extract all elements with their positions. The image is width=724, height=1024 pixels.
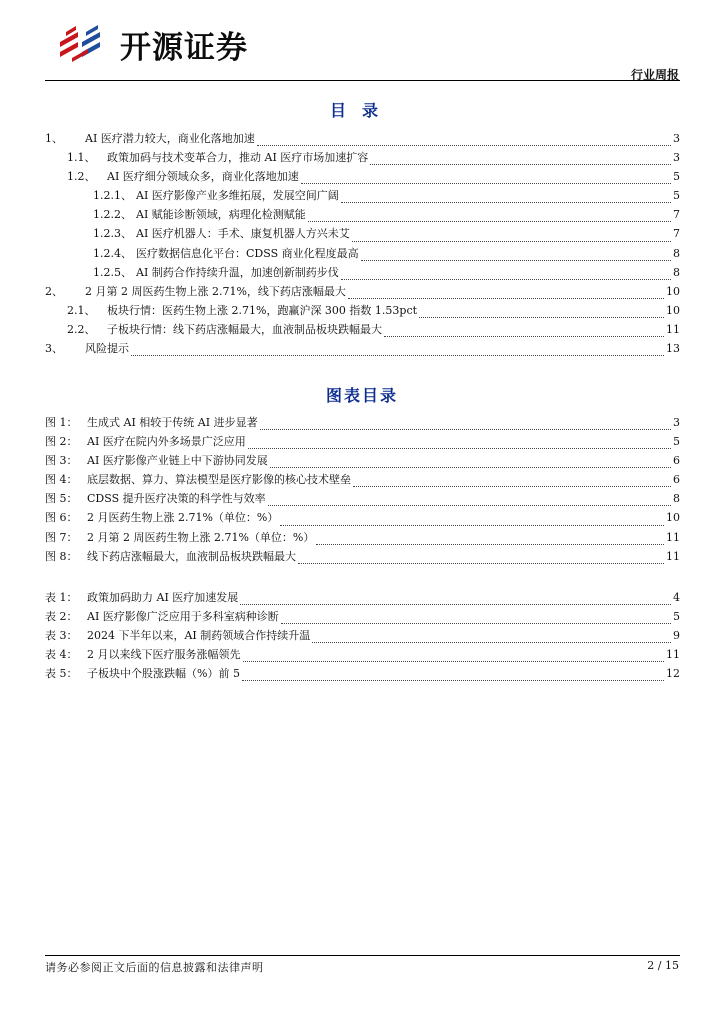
entry-number: 2、 [45,284,63,298]
entry-title: CDSS 提升医疗决策的科学性与效率 [87,492,266,506]
entry-number: 图 4： [45,473,78,487]
dot-leader [257,137,671,146]
entry-page-number: 12 [666,667,680,681]
entry-page-number: 11 [666,648,680,662]
entry-number: 图 2： [45,435,78,449]
entry-number: 图 7： [45,530,78,544]
entry-title: 2 月医药生物上涨 2.71%（单位：%） [87,511,279,525]
entry-number: 1、 [45,132,63,145]
entry-number: 3、 [45,342,63,356]
entry-title: 子板块行情：线下药店涨幅最大，血液制品板块跌幅最大 [107,322,382,336]
dot-leader [243,653,665,662]
entry-page-number: 8 [673,492,680,506]
entry-page-number: 3 [673,132,680,145]
entry-number: 表 5： [45,667,78,681]
entry-number: 1.2.3、 [93,227,132,241]
toc-entry[interactable] [45,320,680,339]
dot-leader [301,175,671,184]
toc-entry[interactable] [45,339,680,358]
entry-number: 1.2.2、 [93,208,132,222]
toc-entry[interactable] [45,224,680,243]
entry-page-number: 5 [673,435,680,449]
figure-entry[interactable] [45,489,680,508]
entry-number: 2.1、 [67,303,96,317]
dot-leader [341,194,671,203]
dot-leader [131,347,664,356]
header-divider [45,80,680,81]
kaiyuan-logo-icon [58,22,112,62]
dot-leader [308,213,671,222]
dot-leader [260,421,671,430]
figures-heading: 图表目录 [325,386,398,405]
entry-number: 表 2： [45,610,78,624]
entry-title: 2024 下半年以来，AI 制药领域合作持续升温 [87,629,311,643]
figure-entry[interactable] [45,547,680,566]
entry-page-number: 3 [673,416,680,429]
table-entry[interactable] [45,645,680,664]
entry-title: 政策加码与技术变革合力，推动 AI 医疗市场加速扩容 [107,151,369,165]
figure-entry[interactable] [45,508,680,527]
dot-leader [353,478,671,487]
dot-leader [316,536,664,545]
table-entry[interactable] [45,607,680,626]
page-header [0,0,724,80]
table-of-contents [45,129,680,358]
entry-title: AI 医疗潜力较大，商业化落地加速 [85,132,255,145]
entry-page-number: 5 [673,610,680,624]
entry-title: 2 月第 2 周医药生物上涨 2.71%，线下药店涨幅最大 [85,284,346,298]
entry-number: 图 3： [45,454,78,468]
entry-number: 1.2.1、 [93,189,132,203]
toc-entry[interactable] [45,282,680,301]
dot-leader [281,615,671,624]
report-type-label: 行业周报 [630,68,679,82]
dot-leader [341,271,671,280]
toc-entry[interactable] [45,301,680,320]
toc-entry[interactable] [45,148,680,167]
entry-page-number: 7 [673,227,680,241]
entry-number: 1.2.4、 [93,246,132,260]
entry-number: 1.2、 [67,170,96,184]
entry-page-number: 10 [666,284,680,298]
figure-entry[interactable] [45,528,680,547]
dot-leader [248,440,671,449]
list-of-tables [45,588,680,683]
toc-entry[interactable] [45,263,680,282]
entry-number: 图 5： [45,492,78,506]
footer-disclaimer: 请务必参阅正文后面的信息披露和法律声明 [45,961,264,974]
entry-title: 2 月第 2 周医药生物上涨 2.71%（单位：%） [87,530,315,544]
entry-page-number: 9 [673,629,680,643]
list-of-figures [45,413,680,566]
figure-entry[interactable] [45,413,680,432]
dot-leader [312,634,671,643]
entry-page-number: 13 [666,342,680,356]
entry-title: AI 医疗影像产业链上中下游协同发展 [87,454,268,468]
entry-page-number: 10 [666,303,680,317]
entry-title: 医疗数据信息化平台：CDSS 商业化程度最高 [136,246,359,260]
entry-title: AI 制药合作持续升温，加速创新制药步伐 [136,265,339,279]
entry-title: 生成式 AI 相较于传统 AI 进步显著 [87,416,258,429]
entry-page-number: 4 [673,591,680,604]
entry-title: AI 医疗细分领域众多，商业化落地加速 [107,170,299,184]
dot-leader [270,459,671,468]
dot-leader [370,156,671,165]
entry-page-number: 6 [673,454,680,468]
entry-page-number: 11 [666,530,680,544]
entry-title: 底层数据、算力、算法模型是医疗影像的核心技术壁垒 [87,473,351,487]
dot-leader [361,252,671,261]
page-number: 2 / 15 [647,959,679,972]
table-entry[interactable] [45,664,680,683]
toc-entry[interactable] [45,186,680,205]
entry-number: 表 4： [45,648,78,662]
entry-number: 表 1： [45,591,78,604]
entry-page-number: 10 [666,511,680,525]
entry-number: 图 6： [45,511,78,525]
entry-page-number: 6 [673,473,680,487]
dot-leader [384,328,664,337]
entry-number: 1.1、 [67,151,96,165]
figure-entry[interactable] [45,432,680,451]
entry-number: 1.2.5、 [93,265,132,279]
toc-entry[interactable] [45,167,680,186]
entry-number: 表 3： [45,629,78,643]
entry-title: 2 月以来线下医疗服务涨幅领先 [87,648,241,662]
entry-page-number: 5 [673,170,680,184]
dot-leader [240,596,671,605]
entry-title: AI 医疗机器人：手术、康复机器人方兴未艾 [136,227,350,241]
entry-page-number: 3 [673,151,680,165]
entry-number: 图 1： [45,416,78,429]
dot-leader [419,309,664,318]
toc-entry[interactable] [45,129,680,148]
table-entry[interactable] [45,588,680,607]
dot-leader [348,290,664,299]
brand-name: 开源证券 [120,30,248,66]
entry-title: 线下药店涨幅最大，血液制品板块跌幅最大 [87,549,296,563]
entry-title: AI 医疗影像广泛应用于多科室病种诊断 [87,610,279,624]
dot-leader [268,497,671,506]
entry-title: 政策加码助力 AI 医疗加速发展 [87,591,239,604]
entry-title: 风险提示 [85,342,129,356]
entry-title: AI 医疗在院内外多场景广泛应用 [87,435,246,449]
toc-entry[interactable] [45,205,680,224]
entry-title: 子板块中个股涨跌幅（%）前 5 [87,667,240,681]
dot-leader [280,517,664,526]
dot-leader [242,672,664,681]
toc-heading: 目录 [329,101,394,120]
toc-entry[interactable] [45,244,680,263]
footer-divider [45,955,680,956]
entry-title: AI 医疗影像产业多维拓展，发展空间广阔 [136,189,339,203]
entry-page-number: 5 [673,189,680,203]
dot-leader [352,233,671,242]
table-entry[interactable] [45,626,680,645]
entry-title: 板块行情：医药生物上涨 2.71%，跑赢沪深 300 指数 1.53pct [107,303,418,317]
entry-title: AI 赋能诊断领域，病理化检测赋能 [136,208,306,222]
entry-page-number: 11 [666,322,680,336]
figure-entry[interactable] [45,470,680,489]
entry-number: 2.2、 [67,322,96,336]
entry-page-number: 7 [673,208,680,222]
dot-leader [298,555,664,564]
entry-page-number: 8 [673,265,680,279]
entry-number: 图 8： [45,549,78,563]
figure-entry[interactable] [45,451,680,470]
entry-page-number: 11 [666,549,680,563]
entry-page-number: 8 [673,246,680,260]
